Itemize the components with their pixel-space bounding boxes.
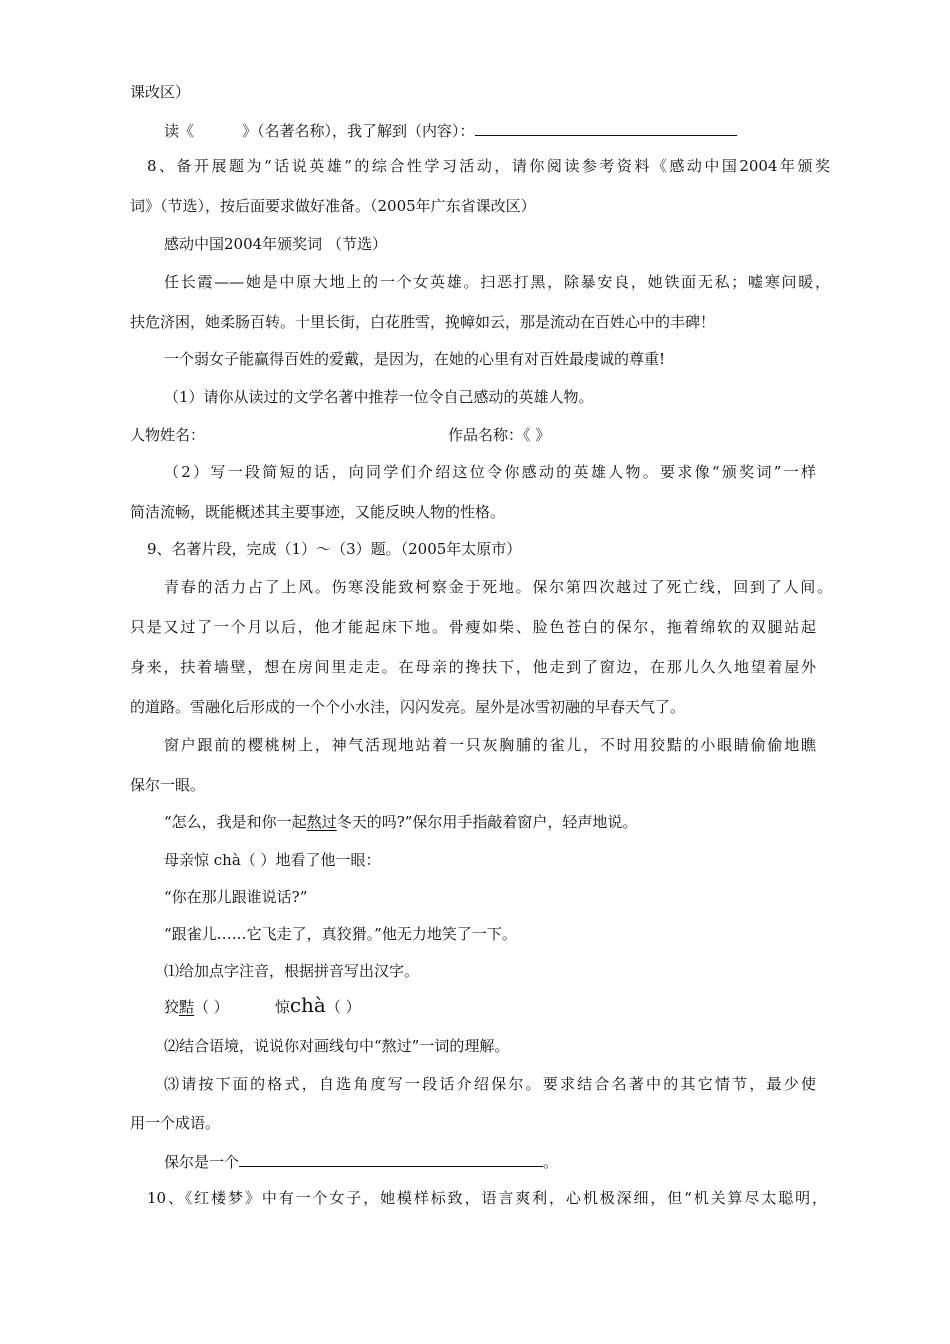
hanzi-answer-blank[interactable]: （ ） <box>325 998 361 1016</box>
dialogue-line: “跟雀儿……它飞走了，真狡猾。”他无力地笑了一下。 <box>164 925 517 943</box>
question-8-heading: 8、备开展题为“话说英雄”的综合性学习活动，请你阅读参考资料《感动中国2004年颁奖 <box>147 157 830 175</box>
passage-line: 窗户跟前的樱桃树上，神气活现地站着一只灰胸脯的雀儿，不时用狡黠的小眼睛偷偷地瞧 <box>164 736 816 754</box>
text-fragment: 。 <box>543 1153 559 1171</box>
text-fragment: “怎么，我是和你一起 <box>164 813 307 831</box>
question-7-fill-line <box>164 119 834 141</box>
character-name-label: 人物姓名： <box>130 426 206 444</box>
text-fragment: 》（名著名称），我了解到（内容）： <box>242 122 475 140</box>
answer-blank[interactable] <box>239 1150 543 1167</box>
pinyin-text: chà <box>289 993 326 1017</box>
pinyin-answer-blank[interactable]: （ ） <box>194 998 229 1016</box>
text-fragment: 读《 <box>164 122 195 140</box>
work-title-label: 作品名称：《 》 <box>448 426 551 444</box>
subquestion-3: ⑶请按下面的格式，自选角度写一段话介绍保尔。要求结合名著中的其它情节，最少使 <box>164 1075 816 1093</box>
passage-line: 保尔一眼。 <box>130 776 206 794</box>
paragraph-line: 扶危济困，她柔肠百转。十里长街，白花胜雪，挽幛如云，那是流动在百姓心中的丰碑！ <box>130 313 716 331</box>
content-answer-blank[interactable] <box>475 119 737 136</box>
pinyin-exercise <box>164 995 834 1017</box>
subquestion-2: （2）写一段简短的话，向同学们介绍这位令你感动的英雄人物。要求像“颁奖词”一样 <box>164 463 816 481</box>
text-line: 简洁流畅，既能概述其主要事迹，又能反映人物的性格。 <box>130 503 506 521</box>
question-9-heading: 9、名著片段，完成（1）～（3）题。（2005年太原市） <box>147 540 522 558</box>
subquestion-1: （1）请你从读过的文学名著中推荐一位令自己感动的英雄人物。 <box>164 388 594 406</box>
subquestion-2: ⑵结合语境，说说你对画线句中“熬过”一词的理解。 <box>164 1037 510 1055</box>
underlined-word: 熬过 <box>306 813 337 831</box>
excerpt-title: 感动中国2004年颁奖词 （节选） <box>164 235 387 253</box>
dialogue-line: 母亲惊 chà（ ）地看了他一眼： <box>164 851 381 869</box>
dialogue-line: “你在那儿跟谁说话?” <box>164 888 308 906</box>
text-line: 词》（节选），按后面要求做好准备。（2005年广东省课改区） <box>130 197 536 215</box>
text-line: 课改区） <box>130 83 191 101</box>
answer-format-line <box>164 1150 834 1172</box>
paragraph-line: 任长霞——她是中原大地上的一个女英雄。扫恶打黑，除暴安良，她铁面无私；嘘寒问暖， <box>164 273 830 291</box>
passage-line: 青春的活力占了上风。伤寒没能致柯察金于死地。保尔第四次越过了死亡线，回到了人间。 <box>164 578 832 596</box>
subquestion-1: ⑴给加点字注音，根据拼音写出汉字。 <box>164 962 420 980</box>
text-fragment: 冬天的吗?”保尔用手指敲着窗户，轻声地说。 <box>336 813 638 831</box>
dialogue-line <box>164 812 834 832</box>
passage-line: 的道路。雪融化后形成的一个个小水洼，闪闪发亮。屋外是冰雪初融的早春天气了。 <box>130 698 686 716</box>
paragraph-line: 一个弱女子能赢得百姓的爱戴，是因为，在她的心里有对百姓最虔诚的尊重! <box>164 350 666 368</box>
text-line: 用一个成语。 <box>130 1114 221 1132</box>
text-fragment: 保尔是一个 <box>164 1153 240 1171</box>
text-fragment: 惊 <box>274 998 290 1016</box>
passage-line: 身来，扶着墙壁，想在房间里走走。在母亲的搀扶下，他走到了窗边，在那儿久久地望着屋外 <box>130 658 816 676</box>
passage-line: 只是又过了一个月以后，他才能起床下地。骨瘦如柴、脸色苍白的保尔，拖着绵软的双腿站起 <box>130 618 816 636</box>
dotted-character: 黠 <box>179 998 195 1016</box>
question-10-heading: 10、《红楼梦》中有一个女子，她模样标致，语言爽利，心机极深细，但“机关算尽太聪明， <box>147 1189 827 1207</box>
text-fragment: 狡 <box>164 998 180 1016</box>
